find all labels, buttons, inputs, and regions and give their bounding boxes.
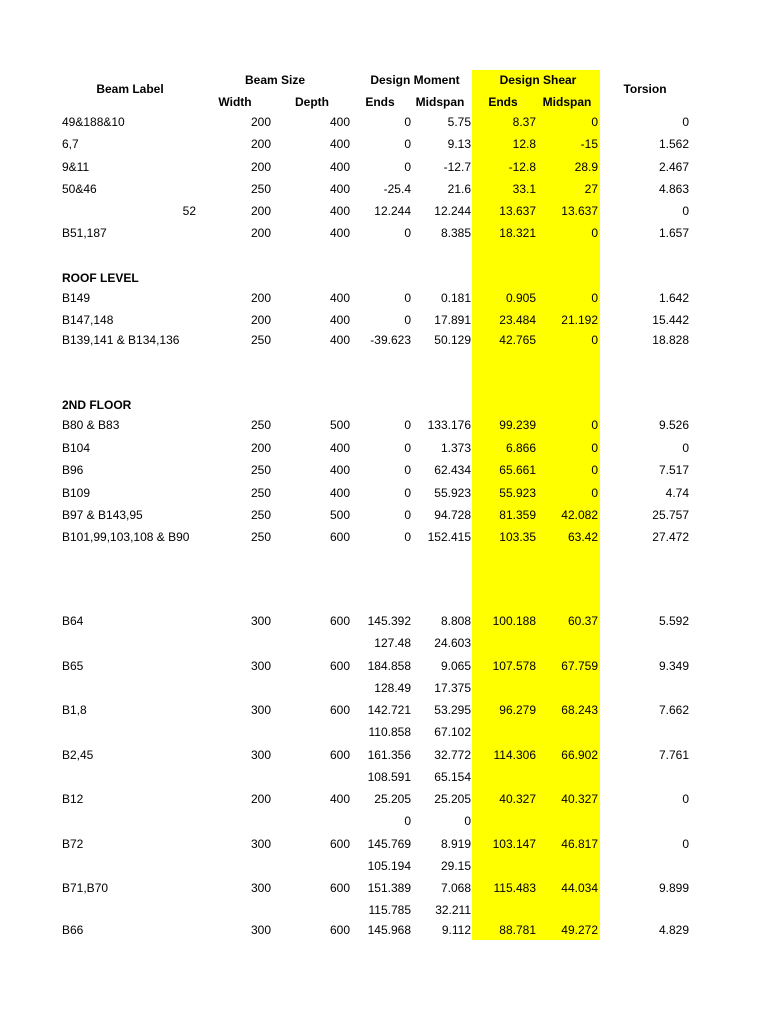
cell-shear-midspan: 63.42 <box>567 530 598 544</box>
cell-moment-ends: 0 <box>404 441 411 455</box>
cell-moment-ends: 108.591 <box>367 770 411 784</box>
cell-width: 300 <box>250 837 271 851</box>
cell-moment-ends: 145.769 <box>367 837 411 851</box>
cell-torsion: 9.899 <box>658 881 689 895</box>
cell-width: 200 <box>250 226 271 240</box>
cell-torsion: 0 <box>682 441 689 455</box>
cell-beam-label: B65 <box>62 659 84 673</box>
cell-moment-midspan: 9.112 <box>441 923 471 937</box>
cell-moment-midspan: 62.434 <box>434 463 471 477</box>
cell-width: 300 <box>250 614 271 628</box>
cell-depth: 400 <box>329 486 350 500</box>
header-moment-midspan: Midspan <box>415 95 465 109</box>
header-beam-label: Beam Label <box>96 82 164 96</box>
cell-beam-label: B64 <box>62 614 84 628</box>
cell-beam-label: B72 <box>62 837 84 851</box>
cell-beam-label: B66 <box>62 923 84 937</box>
cell-shear-midspan: 68.243 <box>561 703 598 717</box>
cell-beam-label: B96 <box>62 463 84 477</box>
cell-torsion: 0 <box>682 837 689 851</box>
cell-beam-label: B147,148 <box>62 313 114 327</box>
cell-torsion: 27.472 <box>652 530 689 544</box>
cell-moment-ends: 128.49 <box>374 681 411 695</box>
cell-depth: 600 <box>329 837 350 851</box>
cell-moment-ends: 12.244 <box>374 204 411 218</box>
cell-moment-ends: -25.4 <box>383 182 411 196</box>
cell-depth: 400 <box>329 226 350 240</box>
cell-moment-ends: 105.194 <box>367 859 411 873</box>
cell-torsion: 15.442 <box>652 313 689 327</box>
cell-torsion: 4.74 <box>665 486 689 500</box>
cell-torsion: 9.526 <box>658 418 689 432</box>
cell-beam-label: B109 <box>62 486 91 500</box>
cell-shear-midspan: 27 <box>584 182 598 196</box>
cell-torsion: 25.757 <box>652 508 689 522</box>
cell-torsion: 4.863 <box>658 182 689 196</box>
cell-shear-midspan: 66.902 <box>561 748 598 762</box>
cell-moment-ends: 0 <box>404 418 411 432</box>
cell-width: 200 <box>250 291 271 305</box>
cell-moment-midspan: 0.181 <box>440 291 471 305</box>
cell-depth: 600 <box>329 923 350 937</box>
cell-depth: 600 <box>329 530 350 544</box>
cell-moment-midspan: 55.923 <box>434 486 471 500</box>
cell-depth: 400 <box>329 160 350 174</box>
cell-shear-ends: -12.8 <box>508 160 536 174</box>
cell-torsion: 0 <box>682 115 689 129</box>
cell-moment-midspan: 65.154 <box>434 770 471 784</box>
cell-width: 200 <box>250 204 271 218</box>
cell-moment-midspan: 25.205 <box>434 792 471 806</box>
cell-width: 300 <box>250 881 271 895</box>
cell-width: 200 <box>250 137 271 151</box>
cell-moment-ends: 0 <box>404 115 411 129</box>
cell-beam-label: 6,7 <box>62 137 79 151</box>
cell-depth: 400 <box>329 792 350 806</box>
cell-shear-ends: 88.781 <box>499 923 536 937</box>
cell-moment-ends: -39.623 <box>370 333 411 347</box>
cell-moment-ends: 25.205 <box>374 792 411 806</box>
cell-beam-label: B80 & B83 <box>62 418 120 432</box>
cell-shear-midspan: 40.327 <box>561 792 598 806</box>
cell-beam-label: B71,B70 <box>62 881 109 895</box>
cell-moment-ends: 115.785 <box>368 903 411 917</box>
cell-width: 200 <box>250 115 271 129</box>
cell-moment-midspan: 9.065 <box>440 659 471 673</box>
cell-width: 200 <box>250 792 271 806</box>
cell-width: 250 <box>250 333 271 347</box>
header-torsion: Torsion <box>623 82 667 96</box>
cell-shear-midspan: 28.9 <box>574 160 598 174</box>
cell-beam-label: B104 <box>62 441 91 455</box>
cell-shear-ends: 65.661 <box>499 463 536 477</box>
cell-moment-midspan: 94.728 <box>434 508 471 522</box>
header-moment-ends: Ends <box>365 95 395 109</box>
cell-moment-midspan: 1.373 <box>440 441 471 455</box>
cell-moment-ends: 142.721 <box>367 703 411 717</box>
cell-shear-ends: 103.147 <box>492 837 536 851</box>
cell-torsion: 1.657 <box>658 226 689 240</box>
cell-moment-midspan: 5.75 <box>447 115 471 129</box>
cell-torsion: 0 <box>682 204 689 218</box>
cell-moment-ends: 0 <box>404 160 411 174</box>
cell-moment-midspan: 17.375 <box>434 681 471 695</box>
cell-shear-ends: 13.637 <box>499 204 536 218</box>
cell-moment-ends: 0 <box>404 508 411 522</box>
cell-torsion: 7.517 <box>658 463 689 477</box>
cell-shear-midspan: 0 <box>591 333 598 347</box>
cell-moment-midspan: 29.15 <box>440 859 471 873</box>
cell-shear-ends: 40.327 <box>499 792 536 806</box>
cell-width: 200 <box>250 160 271 174</box>
cell-beam-label: B2,45 <box>62 748 94 762</box>
cell-moment-midspan: 0 <box>464 814 471 828</box>
cell-width: 250 <box>250 182 271 196</box>
cell-shear-midspan: -15 <box>580 137 598 151</box>
header-design-moment: Design Moment <box>370 73 460 87</box>
cell-beam-label: B149 <box>62 291 91 305</box>
cell-moment-ends: 0 <box>404 137 411 151</box>
cell-shear-midspan: 0 <box>591 463 598 477</box>
cell-shear-midspan: 46.817 <box>561 837 598 851</box>
cell-width: 300 <box>250 923 271 937</box>
cell-moment-midspan: 21.6 <box>447 182 471 196</box>
cell-moment-ends: 151.389 <box>367 881 411 895</box>
cell-torsion: 7.662 <box>658 703 689 717</box>
cell-shear-midspan: 0 <box>591 291 598 305</box>
cell-depth: 400 <box>329 463 350 477</box>
cell-width: 300 <box>250 703 271 717</box>
cell-torsion: 18.828 <box>652 333 689 347</box>
cell-torsion: 1.562 <box>658 137 689 151</box>
cell-shear-midspan: 42.082 <box>561 508 598 522</box>
cell-shear-ends: 100.188 <box>492 614 536 628</box>
cell-shear-midspan: 0 <box>591 115 598 129</box>
cell-torsion: 1.642 <box>658 291 689 305</box>
cell-moment-ends: 161.356 <box>367 748 411 762</box>
cell-moment-midspan: 32.211 <box>435 903 471 917</box>
cell-shear-midspan: 49.272 <box>561 923 598 937</box>
cell-beam-label: B51,187 <box>62 226 107 240</box>
cell-moment-ends: 0 <box>404 486 411 500</box>
cell-shear-midspan: 0 <box>591 441 598 455</box>
cell-depth: 400 <box>329 204 350 218</box>
cell-beam-label: 50&46 <box>62 182 97 196</box>
cell-moment-ends: 0 <box>404 463 411 477</box>
cell-beam-label: B1,8 <box>62 703 87 717</box>
cell-moment-ends: 0 <box>404 226 411 240</box>
cell-width: 250 <box>250 486 271 500</box>
section-heading: ROOF LEVEL <box>62 271 139 285</box>
cell-moment-midspan: 152.415 <box>427 530 471 544</box>
header-depth: Depth <box>295 95 329 109</box>
cell-width: 200 <box>250 313 271 327</box>
cell-depth: 400 <box>329 182 350 196</box>
cell-shear-ends: 107.578 <box>492 659 536 673</box>
cell-shear-ends: 18.321 <box>499 226 536 240</box>
cell-beam-label: 52 <box>182 204 196 218</box>
cell-moment-midspan: 9.13 <box>447 137 471 151</box>
cell-width: 200 <box>250 441 271 455</box>
cell-beam-label: 9&11 <box>62 160 90 174</box>
cell-depth: 400 <box>329 441 350 455</box>
cell-beam-label: B139,141 & B134,136 <box>62 333 180 347</box>
cell-depth: 600 <box>329 659 350 673</box>
cell-moment-midspan: 8.385 <box>440 226 471 240</box>
cell-moment-midspan: 133.176 <box>427 418 471 432</box>
cell-moment-midspan: 24.603 <box>434 636 471 650</box>
cell-depth: 400 <box>329 137 350 151</box>
cell-shear-midspan: 21.192 <box>561 313 598 327</box>
cell-moment-midspan: 17.891 <box>434 313 471 327</box>
cell-moment-midspan: 8.919 <box>440 837 471 851</box>
cell-moment-ends: 145.968 <box>367 923 411 937</box>
cell-shear-ends: 81.359 <box>499 508 536 522</box>
cell-shear-ends: 99.239 <box>499 418 536 432</box>
cell-shear-ends: 12.8 <box>512 137 536 151</box>
cell-shear-midspan: 60.37 <box>567 614 598 628</box>
cell-depth: 400 <box>329 333 350 347</box>
cell-torsion: 7.761 <box>658 748 689 762</box>
cell-width: 300 <box>250 659 271 673</box>
cell-depth: 600 <box>329 614 350 628</box>
header-beam-size: Beam Size <box>244 73 306 87</box>
cell-torsion: 4.829 <box>658 923 689 937</box>
cell-shear-midspan: 13.637 <box>561 204 598 218</box>
section-heading: 2ND FLOOR <box>62 398 132 412</box>
cell-shear-ends: 8.37 <box>512 115 536 129</box>
cell-shear-midspan: 44.034 <box>561 881 598 895</box>
header-design-shear: Design Shear <box>499 73 577 87</box>
header-shear-ends: Ends <box>488 95 518 109</box>
cell-shear-ends: 96.279 <box>499 703 536 717</box>
cell-width: 250 <box>250 463 271 477</box>
cell-moment-ends: 127.48 <box>374 636 411 650</box>
cell-depth: 400 <box>329 313 350 327</box>
cell-width: 250 <box>250 418 271 432</box>
cell-shear-ends: 33.1 <box>512 182 536 196</box>
cell-moment-ends: 0 <box>404 530 411 544</box>
cell-depth: 400 <box>329 115 350 129</box>
cell-shear-ends: 55.923 <box>499 486 536 500</box>
cell-shear-ends: 115.483 <box>493 881 536 895</box>
cell-depth: 600 <box>329 748 350 762</box>
cell-shear-ends: 0.905 <box>505 291 536 305</box>
header-width: Width <box>218 95 252 109</box>
cell-moment-ends: 145.392 <box>367 614 411 628</box>
cell-beam-label: B101,99,103,108 & B90 <box>62 530 190 544</box>
cell-shear-ends: 103.35 <box>499 530 536 544</box>
cell-shear-ends: 6.866 <box>505 441 536 455</box>
cell-shear-ends: 114.306 <box>493 748 536 762</box>
cell-depth: 600 <box>329 881 350 895</box>
cell-moment-midspan: 32.772 <box>434 748 471 762</box>
cell-beam-label: 49&188&10 <box>62 115 125 129</box>
cell-depth: 400 <box>329 291 350 305</box>
cell-shear-midspan: 0 <box>591 418 598 432</box>
header-shear-midspan: Midspan <box>542 95 592 109</box>
cell-depth: 600 <box>329 703 350 717</box>
cell-moment-midspan: 50.129 <box>434 333 471 347</box>
cell-torsion: 0 <box>682 792 689 806</box>
cell-moment-ends: 0 <box>404 814 411 828</box>
cell-width: 250 <box>250 508 271 522</box>
cell-width: 300 <box>250 748 271 762</box>
cell-moment-midspan: -12.7 <box>443 160 471 174</box>
cell-moment-midspan: 12.244 <box>434 204 471 218</box>
cell-moment-midspan: 8.808 <box>440 614 471 628</box>
cell-torsion: 9.349 <box>658 659 689 673</box>
cell-moment-midspan: 53.295 <box>434 703 471 717</box>
cell-width: 250 <box>250 530 271 544</box>
cell-moment-midspan: 67.102 <box>434 725 471 739</box>
cell-moment-ends: 0 <box>404 291 411 305</box>
cell-shear-midspan: 0 <box>591 226 598 240</box>
cell-torsion: 5.592 <box>658 614 689 628</box>
cell-moment-ends: 0 <box>404 313 411 327</box>
cell-moment-ends: 110.858 <box>368 725 411 739</box>
cell-beam-label: B12 <box>62 792 84 806</box>
cell-moment-midspan: 7.068 <box>440 881 471 895</box>
cell-shear-midspan: 0 <box>591 486 598 500</box>
cell-depth: 500 <box>329 418 350 432</box>
cell-shear-ends: 23.484 <box>499 313 536 327</box>
design-shear-highlight <box>472 70 600 940</box>
cell-depth: 500 <box>329 508 350 522</box>
cell-torsion: 2.467 <box>658 160 689 174</box>
cell-moment-ends: 184.858 <box>367 659 411 673</box>
cell-beam-label: B97 & B143,95 <box>62 508 143 522</box>
cell-shear-ends: 42.765 <box>499 333 536 347</box>
cell-shear-midspan: 67.759 <box>561 659 598 673</box>
